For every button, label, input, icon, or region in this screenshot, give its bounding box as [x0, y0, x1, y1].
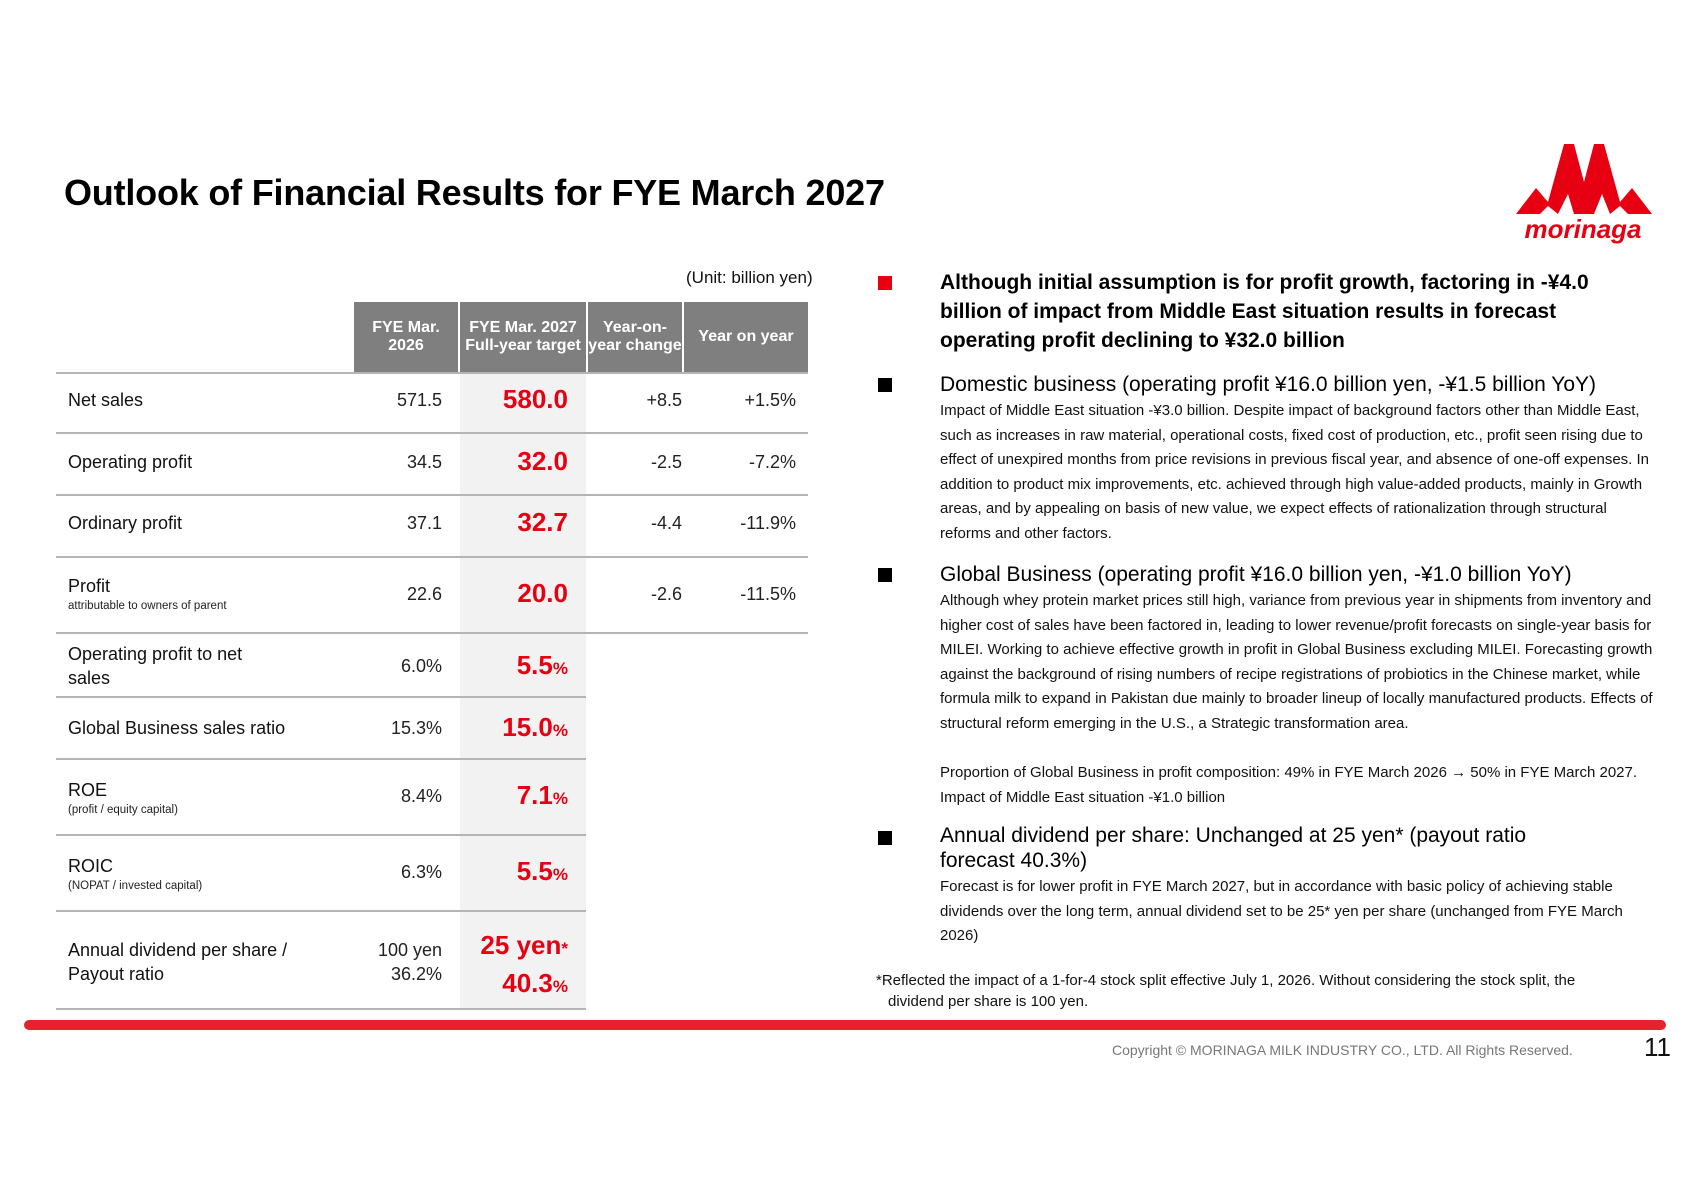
net-sales-fy27: 580.0 [502, 384, 568, 414]
header-fye-2026: FYE Mar. 2026 [354, 302, 458, 372]
profit-fy27: 20.0 [517, 578, 568, 608]
row-label-dividend [68, 938, 287, 986]
dividend-fy27-payout: 40.3% [502, 968, 568, 998]
header-yoy-change: Year-on-year change [588, 302, 682, 372]
ordinary-profit-change: -4.4 [650, 513, 682, 533]
profit-change: -2.6 [650, 584, 682, 604]
row-divider [56, 432, 808, 434]
net-sales-yoy: +1.5% [744, 390, 796, 410]
bullet-marker-red [878, 276, 892, 290]
row-divider [56, 556, 808, 558]
row-label-roic [68, 854, 202, 894]
unit-label: (Unit: billion yen) [686, 268, 813, 287]
row-label-roe [68, 778, 178, 818]
bullet-2-body: Impact of Middle East situation -¥3.0 billion. Despite impact of background factors other than Middle East, such as increases in raw material, operational costs, fixed cost of production, etc., profit seen rising due to effect of unexpired months from price revisions in previous fiscal year, and absence of one-off expenses. In addition to product mix improvements, etc. achieved through high value-added products, mainly in Growth areas, and by appealing on basis of new value, we expect effects of rationalization through structural reforms and other factors. [940, 402, 1650, 542]
bullet-4-heading: Annual dividend per share: Unchanged at 25 yen* (payout ratio forecast 40.3%) [940, 824, 1527, 872]
global-ratio-fy26: 15.3% [390, 718, 442, 738]
roe-sublabel: (profit / equity capital) [68, 804, 178, 816]
profit-sublabel: attributable to owners of parent [68, 600, 227, 612]
page-number: 11 [1644, 1032, 1671, 1062]
ordinary-profit-fy26: 37.1 [406, 513, 442, 533]
header-year-on-year: Year on year [684, 302, 808, 372]
dividend-fy26-yen: 100 yen [377, 940, 442, 960]
dividend-label-line1: Annual dividend per share / [68, 940, 288, 960]
roe-fy26: 8.4% [400, 786, 442, 806]
footnote-line1: *Reflected the impact of a 1-for-4 stock split effective July 1, 2026. Without considering the stock split, the [876, 972, 1576, 989]
footnote-line2: dividend per share is 100 yen. [888, 993, 1089, 1010]
morinaga-logo [1512, 142, 1654, 246]
bullet-2-heading: Domestic business (operating profit ¥16.0 billion yen, -¥1.5 billion YoY) [940, 373, 1597, 396]
dividend-fy26-payout: 36.2% [390, 964, 442, 984]
net-sales-fy26: 571.5 [396, 390, 442, 410]
roic-label: ROIC [68, 856, 113, 876]
ordinary-profit-yoy: -11.9% [740, 513, 796, 533]
global-ratio-fy27: 15.0% [502, 712, 568, 742]
bullet-3-heading: Global Business (operating profit ¥16.0 billion yen, -¥1.0 billion YoY) [940, 563, 1572, 586]
bullet-marker [878, 378, 892, 392]
row-label-operating-profit: Operating profit [68, 452, 193, 472]
ordinary-profit-fy27: 32.7 [517, 507, 568, 537]
roic-fy27: 5.5% [516, 856, 568, 886]
op-margin-fy26: 6.0% [400, 656, 442, 676]
row-label-net-sales: Net sales [68, 390, 144, 410]
row-label-profit [68, 574, 227, 614]
operating-profit-fy27: 32.0 [517, 446, 568, 476]
operating-profit-change: -2.5 [650, 452, 682, 472]
row-divider [56, 372, 808, 374]
bullet-marker [878, 831, 892, 845]
net-sales-change: +8.5 [646, 390, 682, 410]
footer-red-bar [24, 1020, 1666, 1030]
dividend-fy27-yen: 25 yen* [480, 930, 568, 960]
row-divider [56, 758, 586, 760]
roic-fy26: 6.3% [400, 862, 442, 882]
copyright: Copyright © MORINAGA MILK INDUSTRY CO., LTD. All Rights Reserved. [1112, 1042, 1573, 1058]
profit-yoy: -11.5% [740, 584, 796, 604]
profit-fy26: 22.6 [406, 584, 442, 604]
row-label-ordinary-profit: Ordinary profit [68, 513, 183, 533]
row-label-op-margin: Operating profit to net sales [68, 644, 243, 688]
row-divider [56, 696, 586, 698]
svg-text:morinaga: morinaga [1524, 214, 1642, 244]
bullet-marker [878, 568, 892, 582]
roe-fy27: 7.1% [516, 780, 568, 810]
dividend-label-line2: Payout ratio [68, 964, 165, 984]
row-divider [56, 910, 586, 912]
header-fye-2027-target: FYE Mar. 2027 Full-year target [460, 302, 586, 372]
bullet-3-body: Although whey protein market prices still high, variance from previous year in shipments from inventory and higher cost of sales have been factored in, leading to lower revenue/profit forecasts on single-year basis for MILEI. Working to achieve effective growth in profit in Global Business excluding MILEI. Forecasting growth against the background of rising numbers of recipe registrations of probiotics in the Chinese market, while formula milk to expand in Pakistan due mainly to broader lineup of locally manufactured products. Effects of structural reform emerging in the U.S., a Strategic transformation area. [940, 592, 1653, 732]
row-divider [56, 834, 586, 836]
dividend-fy27 [448, 928, 568, 1004]
row-divider [56, 494, 808, 496]
roe-label: ROE [68, 780, 108, 800]
page-title: Outlook of Financial Results for FYE March 2027 [64, 172, 885, 213]
bullet-1-heading: Although initial assumption is for profit growth, factoring in -¥4.0 billion of impact from Middle East situation results in forecast operating profit declining to ¥32.0 billion [940, 271, 1589, 352]
row-label-global-ratio: Global Business sales ratio [68, 718, 286, 738]
operating-profit-fy26: 34.5 [406, 452, 442, 472]
bullet-3-body-2: Proportion of Global Business in profit composition: 49% in FYE March 2026 → 50% in FYE March 2027. Impact of Middle East situation -¥1.0 billion [940, 764, 1638, 806]
row-divider [56, 632, 808, 634]
footnote [876, 970, 1666, 1012]
dividend-fy26 [322, 938, 442, 986]
operating-profit-yoy: -7.2% [748, 452, 796, 472]
roic-sublabel: (NOPAT / invested capital) [68, 880, 203, 892]
row-divider [56, 1008, 586, 1010]
op-margin-fy27: 5.5% [516, 650, 568, 680]
profit-label: Profit [68, 576, 111, 596]
bullet-4-body: Forecast is for lower profit in FYE March 2027, but in accordance with basic policy of achieving stable dividends over the long term, annual dividend set to be 25* yen per share (unchanged from FYE March 2026) [940, 878, 1623, 944]
